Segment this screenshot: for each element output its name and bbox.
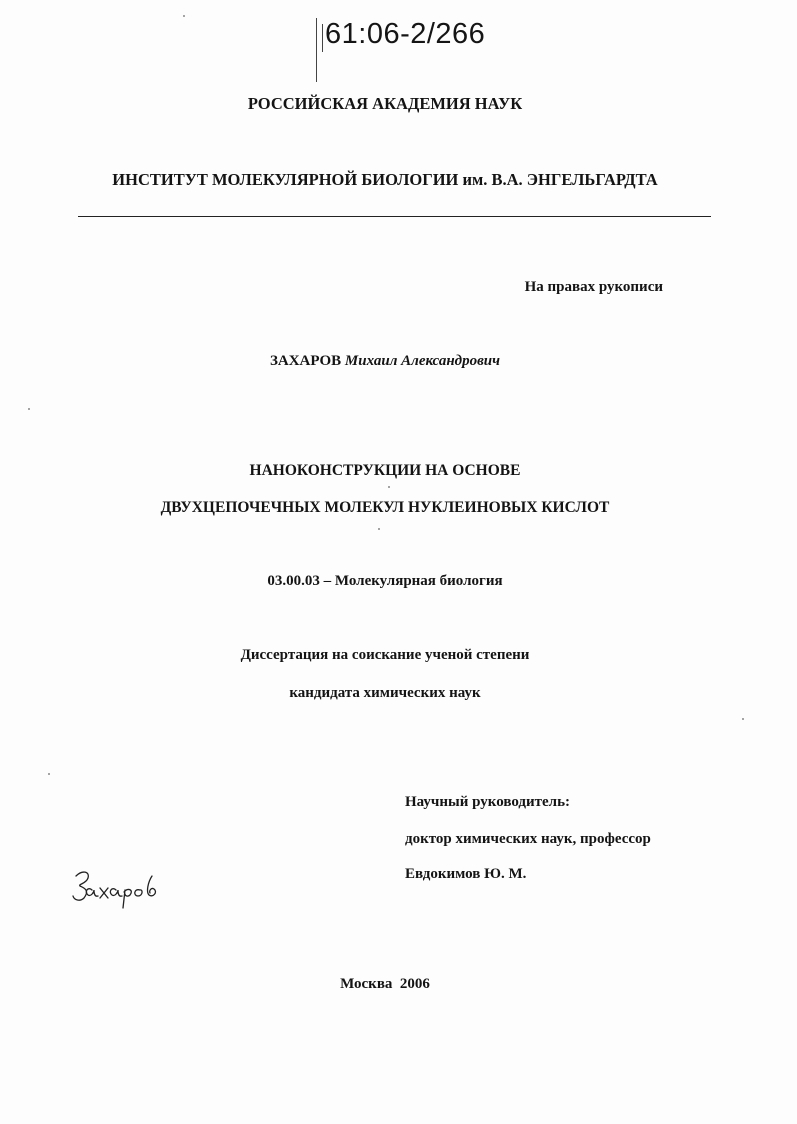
supervisor-name: Евдокимов Ю. М. [405,866,527,882]
stamp-vertical-line [316,18,317,82]
author-surname: ЗАХАРОВ [269,353,342,369]
title-line-2: ДВУХЦЕПОЧЕЧНЫХ МОЛЕКУЛ НУКЛЕИНОВЫХ КИСЛОТ [160,499,610,516]
title-line-1: НАНОКОНСТРУКЦИИ НА ОСНОВЕ [249,462,521,479]
stamp-vertical-line-short [322,24,323,52]
scan-speck [742,718,744,720]
scan-speck [48,773,50,775]
author-given-names: Михаил Александрович [344,353,501,369]
header-divider [78,216,711,217]
academy-heading: РОССИЙСКАЯ АКАДЕМИЯ НАУК [247,94,523,113]
specialty: 03.00.03 – Молекулярная биология [267,573,503,589]
dissertation-line-2: кандидата химических наук [289,685,481,701]
scan-speck [388,486,390,488]
scan-speck [378,528,380,530]
dissertation-line-1: Диссертация на соискание ученой степени [240,647,530,663]
supervisor-label: Научный руководитель: [405,794,570,810]
rights-note: На правах рукописи [524,279,663,295]
author-name [0,353,770,370]
scan-speck [183,15,185,17]
institute-heading: ИНСТИТУТ МОЛЕКУЛЯРНОЙ БИОЛОГИИ им. В.А. ЭНГЕЛЬГАРДТА [112,170,658,189]
scan-speck [28,408,30,410]
handwritten-signature [70,862,170,912]
city-year: Москва 2006 [340,976,430,992]
archive-stamp-number: 61:06-2/266 [325,18,486,50]
supervisor-degree: доктор химических наук, профессор [405,831,651,847]
